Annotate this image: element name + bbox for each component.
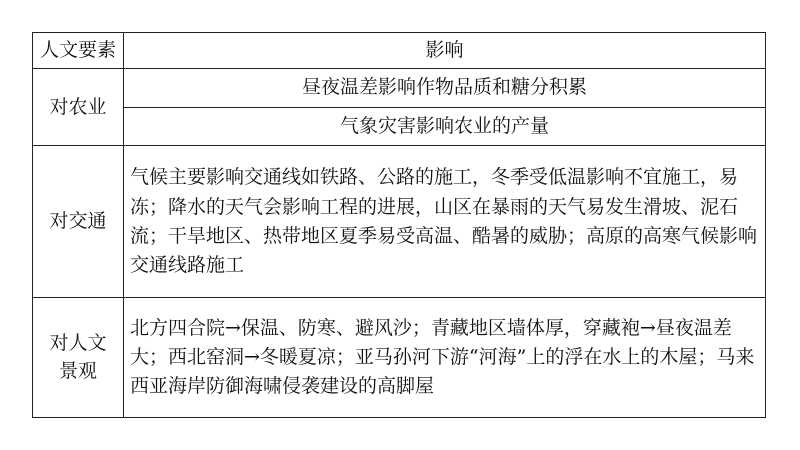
traffic-impact-text: 气候主要影响交通线如铁路、公路的施工，冬季受低温影响不宜施工，易冻；降水的天气会影响工程的进展，山区在暴雨的天气易发生滑坡、泥石流；干旱地区、热带地区夏季易受高温、酷暑的威胁；高原的高寒气候影响交通线路施工 <box>124 146 766 298</box>
table-row-culture <box>33 298 766 418</box>
table-header-row <box>33 33 766 69</box>
table-row-agriculture-2 <box>33 107 766 146</box>
climate-impact-table <box>32 32 766 418</box>
culture-impact-text: 北方四合院→保温、防寒、避风沙；青藏地区墙体厚，穿藏袍→昼夜温差大；西北窑洞→冬暖夏凉；亚马孙河下游“河海”上的浮在水上的木屋；马来西亚海岸防御海啸侵袭建设的高脚屋 <box>124 298 766 418</box>
agriculture-impact-1: 昼夜温差影响作物品质和糖分积累 <box>124 69 766 108</box>
header-cell-factor: 人文要素 <box>33 33 124 69</box>
climate-impact-table-container <box>32 32 766 418</box>
table-row-agriculture-1 <box>33 69 766 108</box>
table-row-traffic <box>33 146 766 298</box>
row-label-culture-line2: 景观 <box>58 359 97 382</box>
agriculture-impact-2: 气象灾害影响农业的产量 <box>124 107 766 146</box>
row-label-agriculture: 对农业 <box>33 69 124 146</box>
header-cell-impact: 影响 <box>124 33 766 69</box>
row-label-traffic: 对交通 <box>33 146 124 298</box>
row-label-culture-line1: 对人文 <box>49 332 107 355</box>
row-label-culture <box>33 298 124 418</box>
